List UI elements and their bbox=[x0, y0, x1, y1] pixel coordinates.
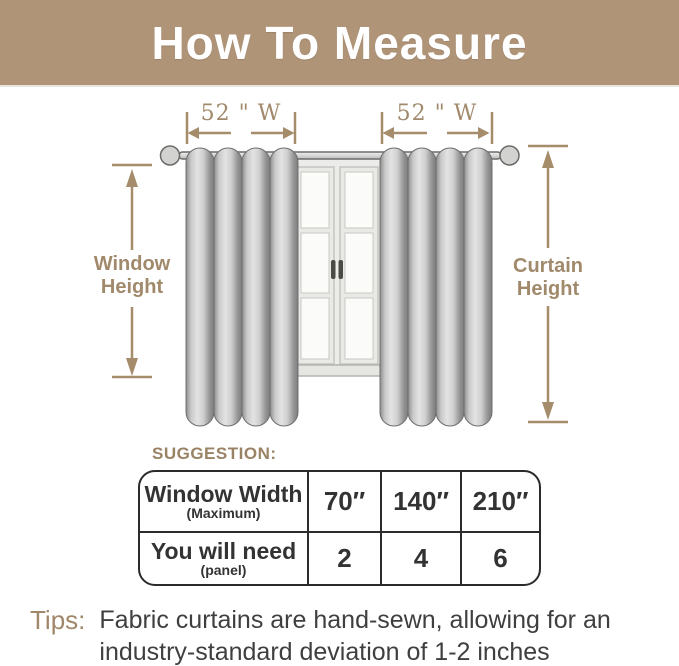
suggestion-heading: SUGGESTION: bbox=[152, 444, 277, 463]
table-cell-width-140: 140″ bbox=[380, 472, 460, 531]
table-cell-panels-6: 6 bbox=[460, 531, 539, 584]
table-cell-panels-2: 2 bbox=[307, 531, 380, 584]
rod-finial-right bbox=[500, 146, 519, 165]
tips-line-1: Fabric curtains are hand-sewn, allowing for an bbox=[99, 606, 611, 634]
curtain-height-label: Curtain Height bbox=[513, 255, 583, 300]
window-handle-icon bbox=[339, 260, 344, 279]
window-handle-icon bbox=[331, 260, 336, 279]
page-title: How To Measure bbox=[151, 16, 528, 69]
left-curtain-panel bbox=[186, 148, 298, 426]
table-header-panels-needed: You will need (panel) bbox=[140, 531, 307, 584]
table-cell-width-210: 210″ bbox=[460, 472, 539, 531]
table-header-window-width: Window Width (Maximum) bbox=[144, 481, 303, 521]
right-panel-width-label: 52 " W bbox=[396, 101, 478, 126]
table-cell-panels-4: 4 bbox=[380, 531, 460, 584]
right-curtain-panel bbox=[380, 148, 492, 426]
tips-text bbox=[99, 604, 610, 666]
tips-section bbox=[30, 604, 655, 666]
table-cell-width-70: 70″ bbox=[307, 472, 380, 531]
tips-line-2: industry-standard deviation of 1-2 inches bbox=[99, 638, 550, 666]
rod-finial-left bbox=[161, 146, 180, 165]
window-height-label: Window Height bbox=[93, 253, 171, 298]
tips-label: Tips: bbox=[30, 605, 86, 635]
left-panel-width-label: 52 " W bbox=[200, 101, 282, 126]
size-suggestion-table bbox=[138, 470, 541, 586]
